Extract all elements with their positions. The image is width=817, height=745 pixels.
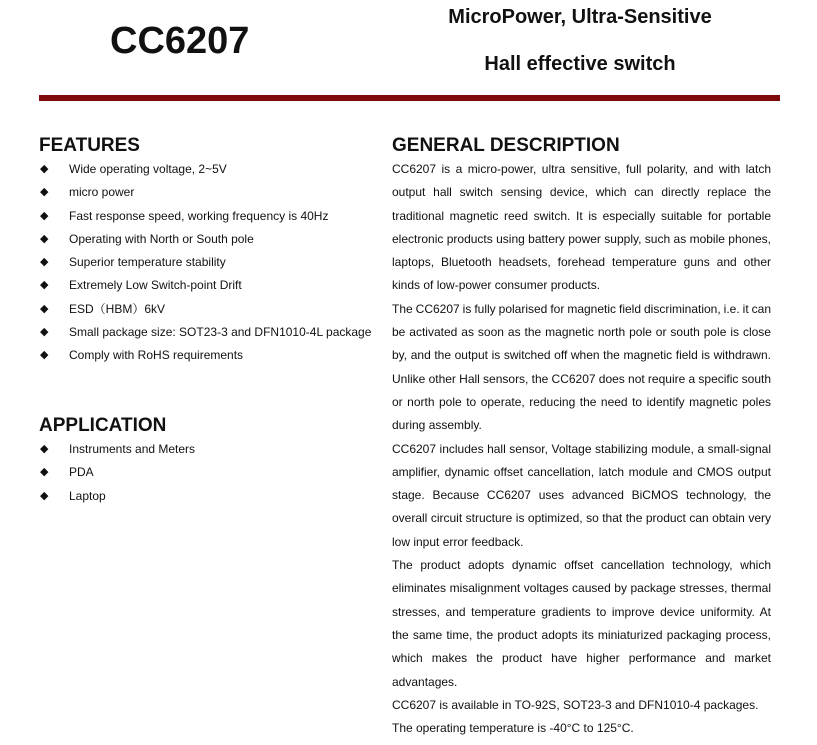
description-line: [392, 697, 771, 720]
description-line-text: overall circuit structure is optimized, so that the product can obtain very: [392, 511, 771, 526]
description-line: [392, 464, 771, 487]
subtitle-line-2: Hall effective switch: [484, 53, 676, 75]
list-item: [40, 231, 371, 254]
general-description-heading: GENERAL DESCRIPTION: [392, 135, 620, 156]
subtitle-line-1: MicroPower, Ultra-Sensitive: [448, 6, 712, 28]
list-item: [40, 488, 195, 511]
description-line-text: CC6207 is available in TO-92S, SOT23-3 and DFN1010-4 packages.: [392, 697, 759, 712]
description-line: [392, 487, 771, 510]
list-item: [40, 464, 195, 487]
diamond-bullet-icon: ◆: [40, 443, 49, 455]
list-item-text: Comply with RoHS requirements: [69, 348, 244, 363]
features-heading: FEATURES: [39, 135, 140, 156]
diamond-bullet-icon: ◆: [40, 326, 49, 339]
application-heading: APPLICATION: [39, 415, 167, 436]
description-line-text: output hall switch sensing device, which can directly replace the: [392, 185, 771, 200]
description-line-text: eliminates misalignment voltages caused by package stresses, thermal: [392, 581, 771, 596]
description-line-text: laptops, Bluetooth headsets, forehead temperature guns and other: [392, 255, 771, 270]
description-line-text: which makes the product have higher performance and market: [392, 651, 771, 666]
description-line-text: amplifier, dynamic offset cancellation, latch module and CMOS output: [392, 464, 771, 479]
list-item: [40, 324, 371, 347]
description-line: [392, 557, 771, 580]
list-item-text: Wide operating voltage, 2~5V: [69, 162, 227, 176]
description-line: [392, 720, 771, 743]
description-line: [392, 627, 771, 650]
list-item-text: Laptop: [69, 488, 106, 503]
description-line: [392, 277, 771, 300]
description-line-text: electronic products using battery power supply, such as mobile phones,: [392, 231, 771, 246]
list-item-text: Fast response speed, working frequency is 40Hz: [69, 208, 329, 223]
description-line-text: The CC6207 is fully polarised for magnetic field discrimination, i.e. it can: [392, 301, 771, 316]
diamond-bullet-icon: ◆: [40, 256, 49, 269]
diamond-bullet-icon: ◆: [40, 279, 49, 292]
diamond-bullet-icon: ◆: [40, 186, 49, 199]
description-line: [392, 231, 771, 254]
list-item-text: Instruments and Meters: [69, 442, 196, 456]
description-line-text: or north pole to operate, reducing the need to identify magnetic poles: [392, 394, 771, 409]
list-item: [40, 441, 195, 464]
description-line-text: the same time, the product adopts its miniaturized packaging process,: [392, 627, 771, 642]
description-line-text: CC6207 is a micro-power, ultra sensitive, full polarity, and with latch: [392, 162, 771, 176]
description-line-text: stage. Because CC6207 uses advanced BiCMOS technology, the: [392, 488, 771, 503]
description-line: [392, 441, 771, 464]
list-item-text: Extremely Low Switch-point Drift: [69, 278, 242, 293]
description-line-text: CC6207 includes hall sensor, Voltage stabilizing module, a small-signal: [392, 441, 771, 456]
list-item-text: ESD（HBM）6kV: [69, 301, 166, 316]
description-line: [392, 674, 771, 697]
description-line: [392, 254, 771, 277]
description-line-text: low input error feedback.: [392, 534, 524, 549]
general-description-body: [392, 161, 771, 743]
description-line: [392, 371, 771, 394]
list-item-text: Operating with North or South pole: [69, 231, 254, 246]
diamond-bullet-icon: ◆: [40, 209, 49, 222]
description-line: [392, 161, 771, 184]
description-line: [392, 347, 771, 370]
diamond-bullet-icon: ◆: [40, 349, 49, 362]
description-line: [392, 324, 771, 347]
description-line: [392, 580, 771, 603]
description-line-text: advantages.: [392, 674, 458, 689]
description-line: [392, 208, 771, 231]
header-divider: [39, 95, 780, 101]
description-line: [392, 301, 771, 324]
list-item: [40, 161, 371, 184]
list-item: [40, 254, 371, 277]
description-line-text: stresses, and temperature gradients to improve device uniformity. At: [392, 604, 771, 619]
description-line-text: traditional magnetic reed switch. It is especially suitable for portable: [392, 208, 771, 223]
description-line: [392, 604, 771, 627]
description-line-text: Unlike other Hall sensors, the CC6207 does not require a specific south: [392, 371, 771, 386]
diamond-bullet-icon: ◆: [40, 163, 49, 175]
list-item: [40, 277, 371, 300]
list-item: [40, 301, 371, 324]
description-line: [392, 417, 771, 440]
diamond-bullet-icon: ◆: [40, 232, 49, 245]
features-list: [40, 161, 371, 371]
application-list: [40, 441, 195, 511]
description-line: [392, 650, 771, 673]
list-item-text: PDA: [69, 465, 94, 480]
part-number-title: CC6207: [110, 20, 250, 62]
description-line-text: The product adopts dynamic offset cancellation technology, which: [392, 558, 771, 573]
list-item: [40, 347, 371, 370]
description-line-text: The operating temperature is -40°C to 125°C.: [392, 721, 634, 736]
description-line: [392, 510, 771, 533]
description-line-text: by, and the output is switched off when the magnetic field is withdrawn.: [392, 348, 771, 363]
diamond-bullet-icon: ◆: [40, 466, 49, 479]
description-line: [392, 534, 771, 557]
diamond-bullet-icon: ◆: [40, 302, 49, 315]
description-line-text: during assembly.: [392, 418, 482, 433]
list-item-text: Superior temperature stability: [69, 255, 226, 270]
description-line: [392, 184, 771, 207]
description-line-text: kinds of low-power consumer products.: [392, 278, 601, 293]
list-item: [40, 184, 371, 207]
list-item-text: micro power: [69, 185, 135, 200]
list-item-text: Small package size: SOT23-3 and DFN1010-4L package: [69, 325, 372, 340]
list-item: [40, 208, 371, 231]
description-line-text: be activated as soon as the magnetic north pole or south pole is close: [392, 325, 771, 340]
diamond-bullet-icon: ◆: [40, 489, 49, 502]
description-line: [392, 394, 771, 417]
